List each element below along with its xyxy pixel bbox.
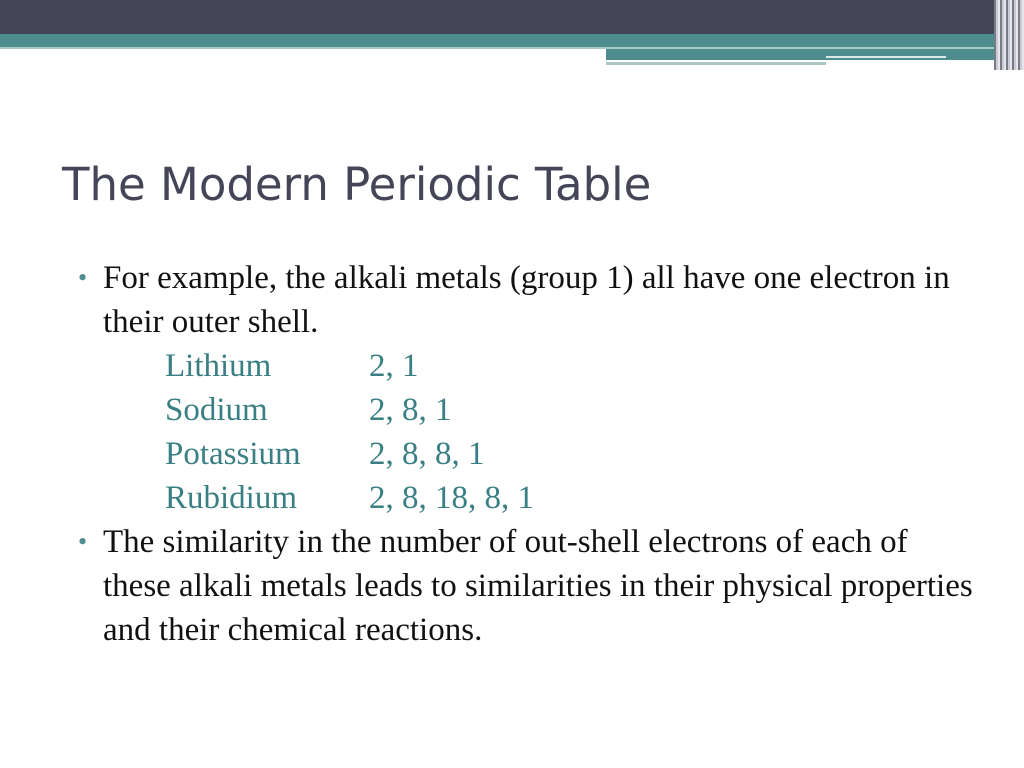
list-item	[76, 344, 976, 388]
header-teal-band	[0, 34, 1024, 47]
slide-title: The Modern Periodic Table	[62, 158, 652, 211]
bullet-text: For example, the alkali metals (group 1) all have one electron in their outer shell.	[103, 260, 950, 340]
element-name: Sodium	[165, 392, 268, 428]
header-accent-line	[606, 62, 826, 65]
electron-configuration: 2, 1	[369, 348, 419, 384]
list-item	[76, 432, 976, 476]
header-accent-line-secondary	[826, 56, 946, 58]
slide-body	[76, 256, 976, 652]
list-item	[76, 388, 976, 432]
bullet-item	[76, 256, 976, 344]
bullet-icon: •	[78, 263, 88, 292]
bullet-item	[76, 520, 976, 652]
bullet-text: The similarity in the number of out-shell electrons of each of these alkali metals leads to similarities in their physical properties and their chemical reactions.	[103, 524, 973, 648]
electron-configuration: 2, 8, 1	[369, 392, 452, 428]
electron-configuration: 2, 8, 18, 8, 1	[369, 480, 534, 516]
element-name: Rubidium	[165, 480, 298, 516]
alkali-metal-list	[76, 344, 976, 520]
bullet-icon: •	[78, 527, 88, 556]
list-item	[76, 476, 976, 520]
header-dark-band	[0, 0, 1024, 34]
electron-configuration: 2, 8, 8, 1	[369, 436, 485, 472]
element-name: Lithium	[165, 348, 272, 384]
header-stripes-decoration	[994, 0, 1024, 70]
element-name: Potassium	[165, 436, 301, 472]
header-accent-block	[606, 49, 1024, 60]
